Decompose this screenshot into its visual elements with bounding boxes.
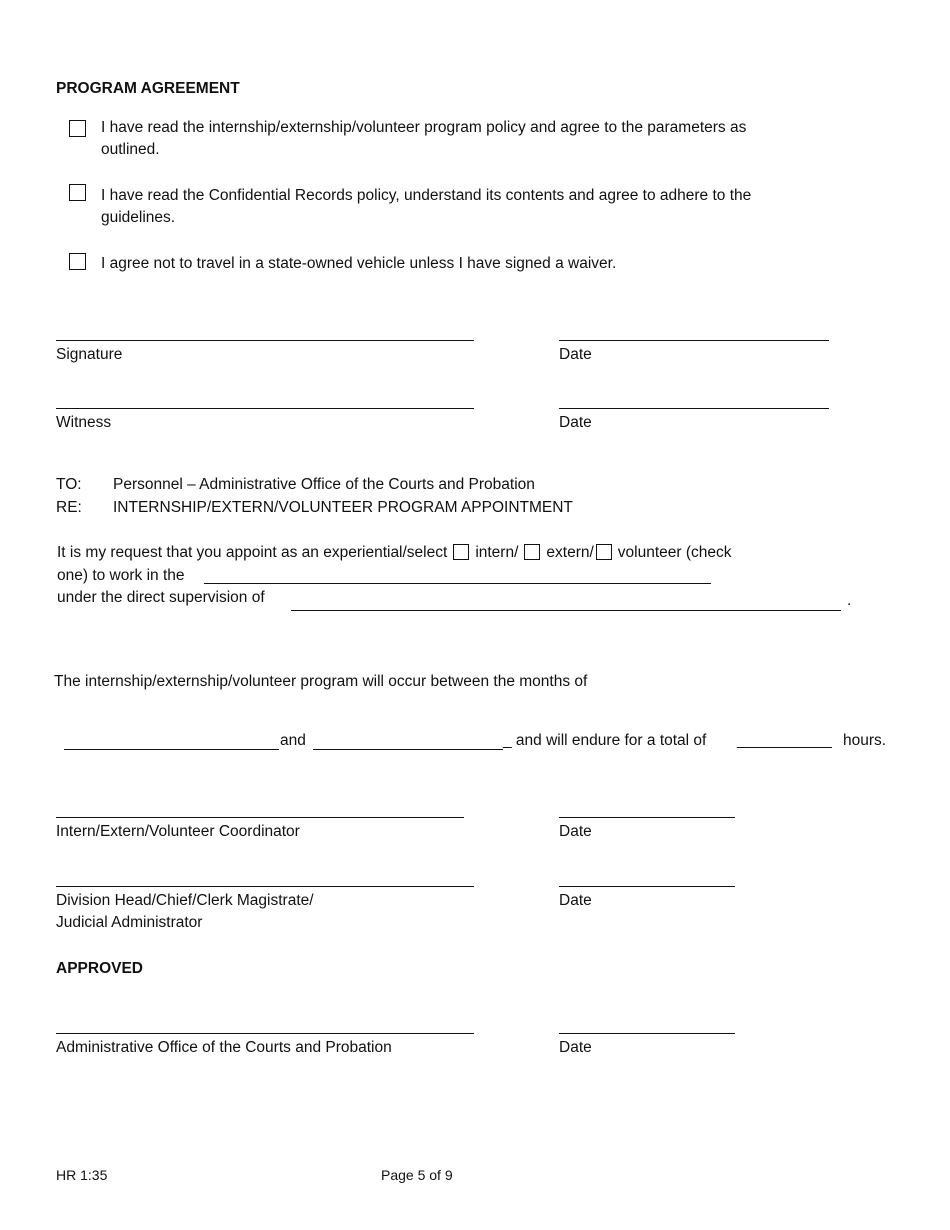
request-text: It is my request that you appoint as an experiential/select xyxy=(57,544,448,561)
request-line-1 xyxy=(57,542,732,564)
volunteer-option-label: volunteer (check xyxy=(617,544,732,561)
signature-date-label: Date xyxy=(559,346,592,363)
approved-heading: APPROVED xyxy=(56,960,143,977)
start-month-line[interactable] xyxy=(64,749,279,750)
signature-date-line[interactable] xyxy=(559,340,829,341)
request-period: . xyxy=(847,592,852,609)
memo-re-label: RE: xyxy=(56,499,82,516)
agreement-checkbox-vehicle[interactable] xyxy=(69,253,86,270)
agreement-text-policy xyxy=(101,117,746,160)
program-period-intro: The internship/externship/volunteer program will occur between the months of xyxy=(54,673,588,690)
program-period-hours: hours. xyxy=(843,732,887,749)
agreement-checkbox-policy[interactable] xyxy=(69,120,86,137)
volunteer-checkbox[interactable] xyxy=(596,544,612,560)
signature-line[interactable] xyxy=(56,340,474,341)
footer-page-number: Page 5 of 9 xyxy=(381,1167,453,1183)
memo-re-value: INTERNSHIP/EXTERN/VOLUNTEER PROGRAM APPOINTMENT xyxy=(113,499,573,516)
coordinator-label: Intern/Extern/Volunteer Coordinator xyxy=(56,823,300,840)
division-label-1: Division Head/Chief/Clerk Magistrate/ xyxy=(56,892,314,909)
footer-form-id: HR 1:35 xyxy=(56,1167,108,1183)
end-month-line[interactable] xyxy=(313,749,503,750)
request-line-3: under the direct supervision of xyxy=(57,589,265,606)
memo-to-label: TO: xyxy=(56,476,82,493)
agreement-checkbox-confidential[interactable] xyxy=(69,184,86,201)
division-signature-line[interactable] xyxy=(56,886,474,887)
coordinator-signature-line[interactable] xyxy=(56,817,464,818)
admin-label: Administrative Office of the Courts and Probation xyxy=(56,1039,392,1056)
witness-line[interactable] xyxy=(56,408,474,409)
agreement-line: guidelines. xyxy=(101,208,176,226)
extern-checkbox[interactable] xyxy=(524,544,540,560)
witness-label: Witness xyxy=(56,414,112,431)
agreement-line: I have read the Confidential Records policy, understand its contents and agree to adhere to the xyxy=(101,187,752,204)
coordinator-date-line[interactable] xyxy=(559,817,735,818)
program-period-endure: _ and will endure for a total of xyxy=(503,732,707,749)
division-date-label: Date xyxy=(559,892,592,909)
intern-option-label: intern/ xyxy=(475,544,519,561)
request-line-2: one) to work in the xyxy=(57,567,185,584)
agreement-line: I have read the internship/externship/volunteer program policy and agree to the parameters as xyxy=(101,119,747,136)
department-line[interactable] xyxy=(204,583,711,584)
extern-option-label: extern/ xyxy=(546,544,594,561)
signature-label: Signature xyxy=(56,346,123,363)
intern-checkbox[interactable] xyxy=(453,544,469,560)
division-label-2: Judicial Administrator xyxy=(56,914,203,931)
coordinator-date-label: Date xyxy=(559,823,592,840)
agreement-line: outlined. xyxy=(101,140,160,158)
hours-blank[interactable]: ___________ xyxy=(737,732,832,749)
supervisor-line[interactable] xyxy=(291,610,841,611)
admin-date-line[interactable] xyxy=(559,1033,735,1034)
agreement-text-confidential xyxy=(101,185,751,228)
witness-date-label: Date xyxy=(559,414,592,431)
admin-date-label: Date xyxy=(559,1039,592,1056)
admin-signature-line[interactable] xyxy=(56,1033,474,1034)
memo-to-value: Personnel – Administrative Office of the Courts and Probation xyxy=(113,476,535,493)
division-date-line[interactable] xyxy=(559,886,735,887)
section-heading: PROGRAM AGREEMENT xyxy=(56,80,240,97)
agreement-text-vehicle: I agree not to travel in a state-owned vehicle unless I have signed a waiver. xyxy=(101,255,617,272)
program-period-and: and xyxy=(280,732,306,749)
witness-date-line[interactable] xyxy=(559,408,829,409)
